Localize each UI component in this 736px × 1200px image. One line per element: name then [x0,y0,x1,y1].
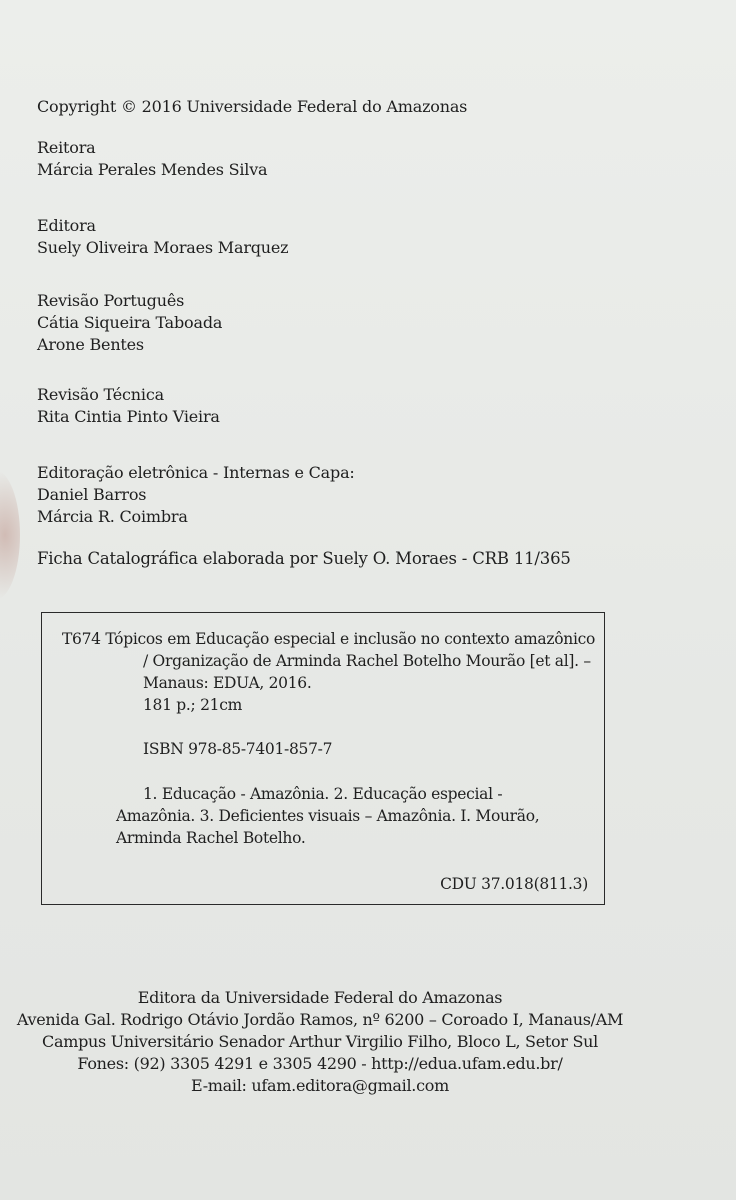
revisao-portugues-name: Arone Bentes [37,335,144,354]
publisher-footer [0,987,640,1097]
revisao-tecnica-label: Revisão Técnica [37,385,164,404]
footer-phone-website: Fones: (92) 3305 4291 e 3305 4290 - http://edua.ufam.edu.br/ [77,1054,563,1073]
editoracao-section [37,462,355,528]
ficha-text: Ficha Catalográfica elaborada por Suely O. Moraes - CRB 11/365 [37,549,571,568]
catalog-pages-line: 181 p.; 21cm [143,696,243,714]
editora-label: Editora [37,216,96,235]
catalog-subjects-line: 1. Educação - Amazônia. 2. Educação especial - [143,785,503,803]
copyright-notice [37,96,467,118]
catalog-publisher-line: Manaus: EDUA, 2016. [143,674,312,692]
reitora-name: Márcia Perales Mendes Silva [37,160,268,179]
catalog-isbn: ISBN 978-85-7401-857-7 [143,740,333,758]
editoracao-label: Editoração eletrônica - Internas e Capa: [37,463,355,482]
revisao-portugues-label: Revisão Português [37,291,185,310]
reitora-label: Reitora [37,138,96,157]
ficha-catalografica-credit [37,548,571,570]
footer-campus: Campus Universitário Senador Arthur Virgilio Filho, Bloco L, Setor Sul [42,1032,598,1051]
editora-name: Suely Oliveira Moraes Marquez [37,238,289,257]
revisao-portugues-name: Cátia Siqueira Taboada [37,313,223,332]
editoracao-name: Márcia R. Coimbra [37,507,188,526]
revisao-tecnica-section [37,384,220,428]
editoracao-name: Daniel Barros [37,485,147,504]
footer-email: E-mail: ufam.editora@gmail.com [191,1076,449,1095]
revisao-portugues-section [37,290,222,356]
footer-publisher-name: Editora da Universidade Federal do Amazonas [137,988,503,1007]
thumb-shadow [0,470,20,600]
catalog-title-line: T674 Tópicos em Educação especial e inclusão no contexto amazônico [62,630,596,648]
reitora-section [37,137,267,181]
editora-section [37,215,288,259]
catalog-subjects-line: Arminda Rachel Botelho. [116,829,306,847]
catalog-subjects-line: Amazônia. 3. Deficientes visuais – Amazônia. I. Mourão, [116,807,540,825]
footer-address: Avenida Gal. Rodrigo Otávio Jordão Ramos, nº 6200 – Coroado I, Manaus/AM [16,1010,624,1029]
copyright-text: Copyright © 2016 Universidade Federal do Amazonas [37,97,468,116]
catalog-organization-line: / Organização de Arminda Rachel Botelho Mourão [et al]. – [143,652,591,670]
catalog-cdu: CDU 37.018(811.3) [440,875,588,893]
revisao-tecnica-name: Rita Cintia Pinto Vieira [37,407,220,426]
catalog-record-box [41,612,605,905]
